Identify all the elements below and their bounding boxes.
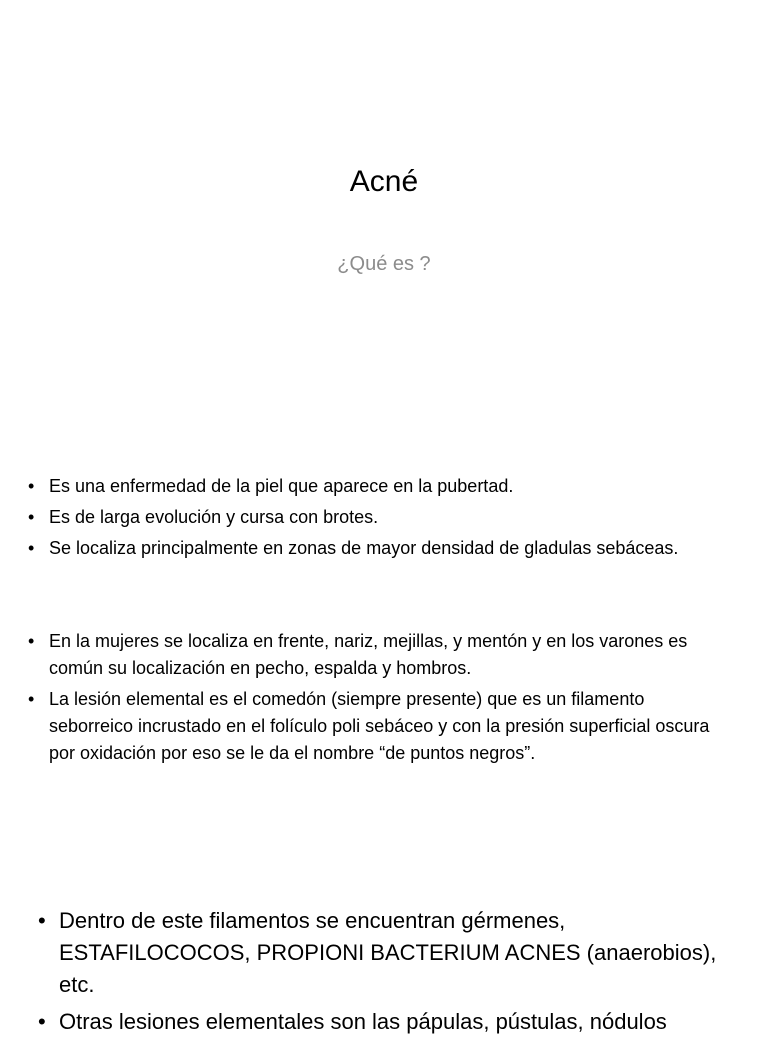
list-item: [28, 686, 728, 767]
list-item: [28, 473, 728, 500]
list-item-text: La lesión elemental es el comedón (siempre presente) que es un filamento seborreico incrustado en el folículo poli sebáceo y con la presión superficial oscura por oxidación por eso se le da el nombre “de puntos negros”.: [49, 689, 710, 763]
list-item: [38, 1006, 738, 1038]
list-item-text: Se localiza principalmente en zonas de mayor densidad de gladulas sebáceas.: [49, 538, 679, 558]
list-item: [28, 504, 728, 531]
bullet-icon: •: [28, 689, 35, 709]
list-item: [28, 628, 728, 682]
list-item-text: Es una enfermedad de la piel que aparece en la pubertad.: [49, 476, 514, 496]
bullet-icon: •: [28, 476, 35, 496]
bullet-list-germs: [38, 905, 738, 1043]
slide-subtitle: ¿Qué es ?: [337, 253, 431, 275]
list-item-text: Es de larga evolución y cursa con brotes.: [49, 507, 379, 527]
list-item: [38, 905, 738, 1001]
bullet-icon: •: [28, 538, 35, 558]
list-item-text: Otras lesiones elementales son las pápulas, pústulas, nódulos: [59, 1009, 667, 1034]
list-item-text: En la mujeres se localiza en frente, nariz, mejillas, y mentón y en los varones es común su localización en pecho, espalda y hombros.: [49, 631, 688, 678]
bullet-icon: •: [38, 1009, 46, 1034]
bullet-icon: •: [28, 631, 35, 651]
list-item-text: Dentro de este filamentos se encuentran gérmenes, ESTAFILOCOCOS, PROPIONI BACTERIUM ACNES (anaerobios), etc.: [59, 908, 717, 997]
bullet-list-location: [28, 628, 728, 771]
bullet-icon: •: [28, 507, 35, 527]
bullet-icon: •: [38, 908, 46, 933]
slide-title: Acné: [349, 165, 419, 198]
list-item: [28, 535, 728, 562]
bullet-list-intro: [28, 473, 728, 566]
